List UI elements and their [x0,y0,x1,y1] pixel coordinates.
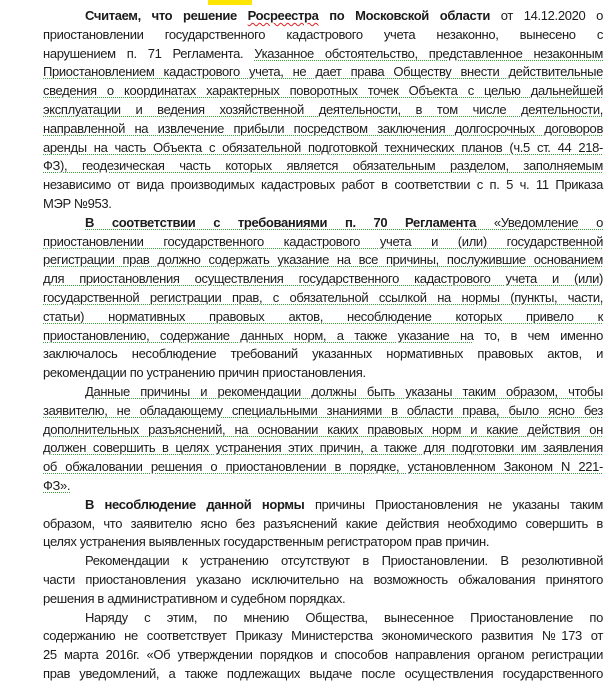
text-line [43,308,603,327]
text-segment: ФЗ), геодезическая часть которых является обязательным разделом, заполняемым [43,158,603,174]
text-segment: заявителю, не обладающему специальными знаниями в области права, было ясно без [43,402,603,418]
text-segment: приостановлению, содержание данных норм, а также указание на [43,327,474,343]
text-segment: аренды на часть Объекта с обязательной подготовкой технических планов (ч.5 ст. 44 218- [43,139,603,155]
text-line [43,590,603,609]
text-line [43,26,603,45]
text-segment: для приостановления осуществления государственного кадастрового учета и (или) [43,271,603,287]
text-segment: Приостановлением кадастрового учета, не дает права Обществу внести действительные [43,64,603,80]
text-segment: то, в чем именно [473,327,603,343]
text-segment: приостановлении государственного кадастрового учета и (или) государственной [43,233,603,249]
document-body[interactable] [43,7,603,684]
text-segment: ФЗ». [43,477,71,493]
text-line [43,82,603,101]
bold-text: Считаем, что решение [85,8,248,23]
text-line [43,609,603,628]
text-line [43,515,603,534]
text-highlight [208,0,252,5]
text-line [43,176,603,195]
text-line [43,45,603,64]
text-line [43,251,603,270]
text-segment: нарушением п. 71 Регламента. [43,45,255,61]
text-line [43,383,603,402]
text-segment: эксплуатации и ведения хозяйственной деятельности, в том числе деятельности, [43,101,603,117]
text-line [43,120,603,139]
text-line [43,157,603,176]
text-segment: от 14.12.2020 о [490,8,603,23]
text-segment: содержанию не соответствует Приказу Министерства экономического развития №173 от [43,628,603,644]
text-segment: причины Приостановления не указаны таким [304,496,603,512]
text-line [43,496,603,515]
text-line [43,439,603,458]
text-line [43,646,603,665]
text-line [43,7,603,26]
text-segment: дополнительных разъяснений, на основании каких правовых норм и какие действия он [43,421,603,437]
text-segment: приостановлении государственного кадастрового учета незаконно, вынесено с [43,26,603,42]
text-line [43,289,603,308]
text-line [43,552,603,571]
text-line [43,665,603,684]
text-segment: регистрации прав должно содержать указание на все причины, послужившие основанием [43,252,603,268]
bold-text: В соответствии с требованиями п. 70 Регламента [85,214,477,230]
text-segment: рекомендации по устранению причин приостановления. [43,365,366,381]
text-segment: направленной на извлечение прибыли посредством заключения долгосрочных договоров [43,120,603,136]
text-line [43,477,603,496]
text-segment: МЭР №953. [43,195,112,211]
text-line [43,402,603,421]
text-segment: 25 марта 2016г. «Об утверждении порядков и способов направления органом регистрации [43,647,603,663]
text-line [43,458,603,477]
text-line [43,421,603,440]
text-line [43,364,603,383]
text-segment: заключалось несоблюдение требований указанных нормативных правовых актов, и [43,346,603,362]
text-segment: государственной регистрации прав, с обязательной ссылкой на нормы (пункты, части, [43,289,603,305]
text-segment: Наряду с этим, по мнению Общества, вынесенное Приостановление по [85,609,603,625]
text-line [43,139,603,158]
text-segment: Указанное обстоятельство, представленное незаконным [254,45,603,61]
text-segment: части приостановления указано исключительно на возможность обжалования принятого [43,571,603,587]
text-line [43,195,603,214]
bold-text: В несоблюдение данной нормы [85,496,305,512]
text-segment: Рекомендации к устранению отсутствуют в Приостановлении. В резолютивной [85,553,603,569]
text-line [43,270,603,289]
text-line [43,327,603,346]
text-line [43,233,603,252]
text-segment: «Уведомление о [476,214,603,230]
text-segment: сведения о координатах характерных поворотных точек Объекта с целью дальнейшей [43,83,603,99]
text-segment: статьи) нормативных правовых актов, несоблюдение которых привело к [43,308,603,324]
text-line [43,101,603,120]
text-line [43,533,603,552]
text-line [43,63,603,82]
text-segment: решения в административном и судебном порядках. [43,590,346,606]
text-line [43,627,603,646]
text-segment: прав уведомлений, а также подлежащих выдаче после осуществления государственного [43,665,603,681]
text-line [43,571,603,590]
text-segment: независимо от вида производимых кадастровых работ в соответствии с п. 5 ч. 11 Приказа [43,177,603,193]
text-line [43,214,603,233]
text-segment: Данные причины и рекомендации должны быть указаны таким образом, чтобы [85,383,603,399]
text-segment: целях устранения выявленных государственным регистратором прав причин. [43,534,490,550]
bold-text: Росреестра [247,8,319,23]
bold-text: по Московской области [318,8,491,23]
text-segment: должен совершить в целях устранения этих причин, а также для подготовки им заявления [43,440,603,456]
text-segment: об обжаловании решения о приостановлении в порядке, установленном Законом N 221- [43,459,603,475]
text-line [43,345,603,364]
text-segment: образом, что заявителю ясно без разъяснений какие действия необходимо совершить в [43,515,603,531]
